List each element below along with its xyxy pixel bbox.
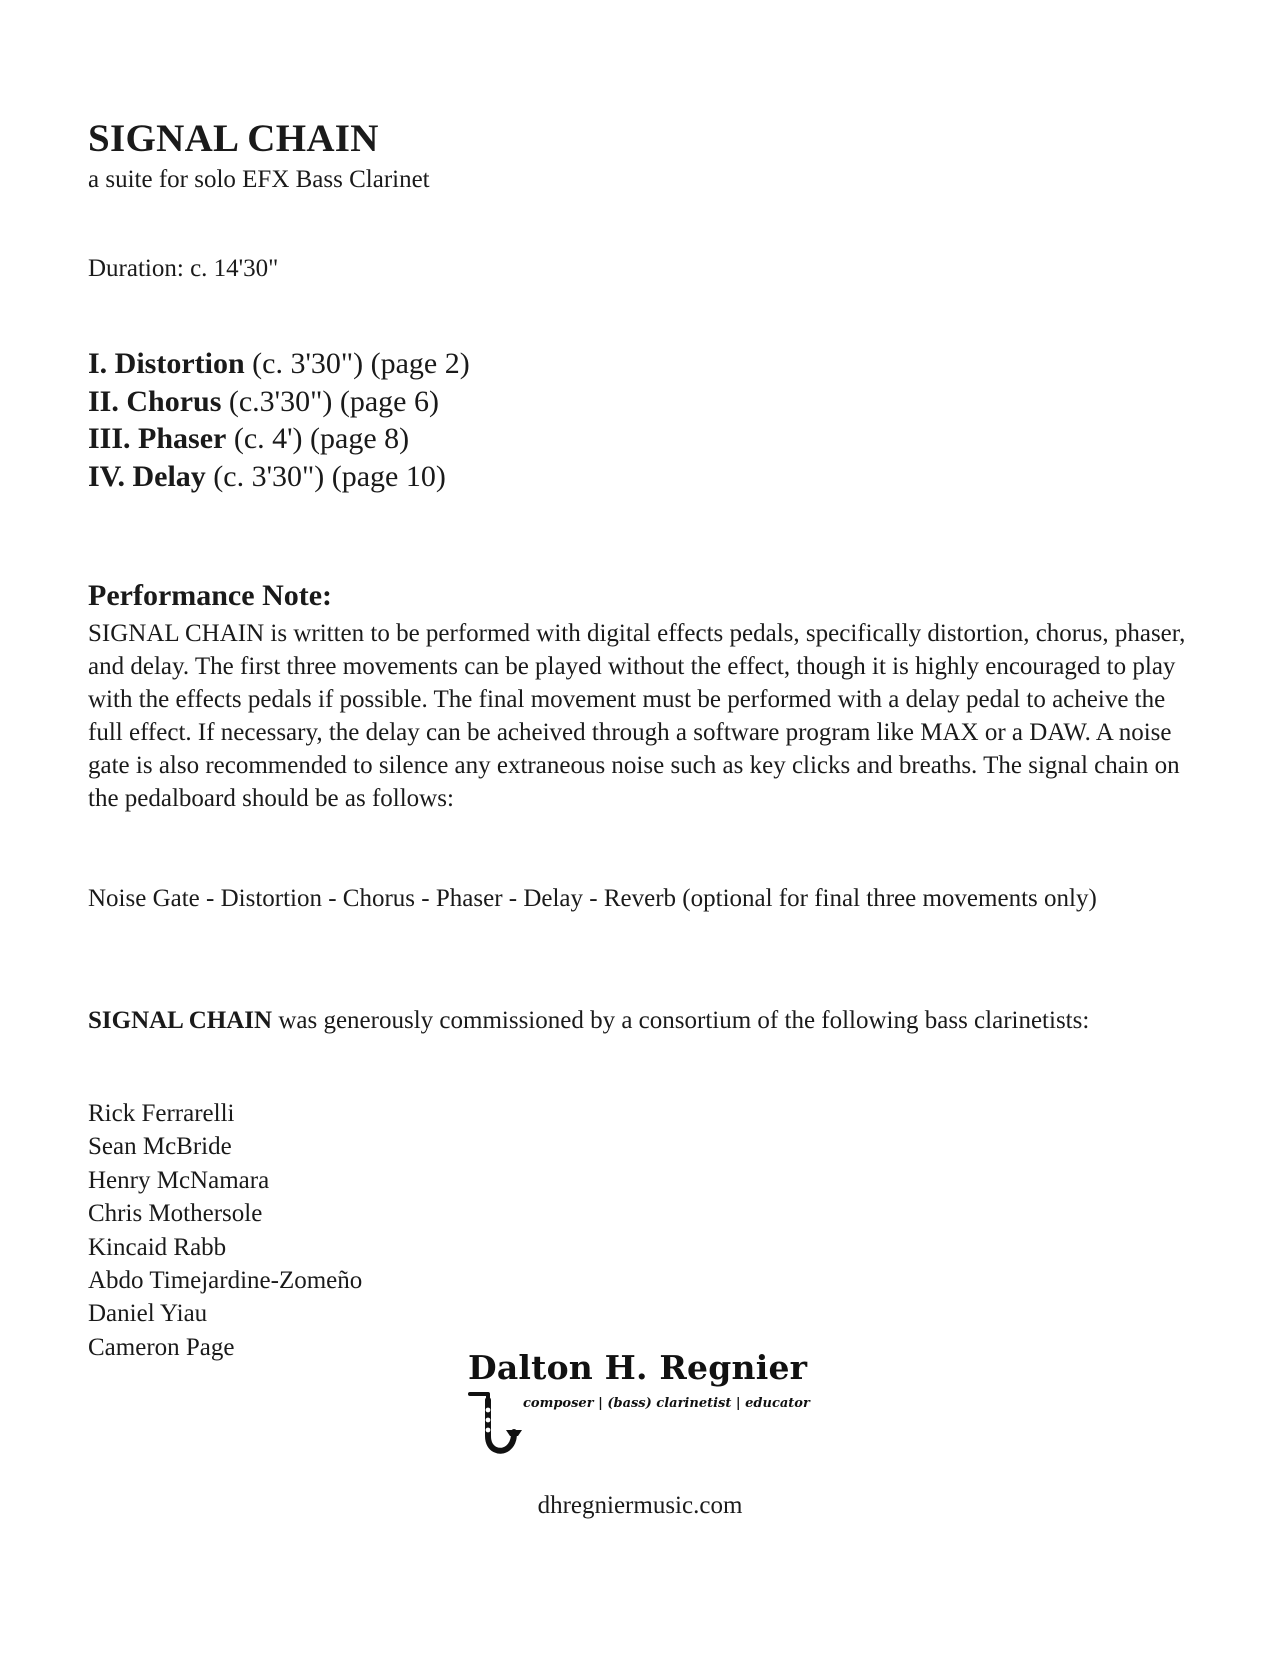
performance-note-body: SIGNAL CHAIN is written to be performed with digital effects pedals, specifically distortion, chorus, phaser, and delay. The first three movements can be played without the effect, though it is highly encouraged to play with the effects pedals if possible. The final movement must be performed with a delay pedal to acheive the full effect. If necessary, the delay can be acheived through a software program like MAX or a DAW. A noise gate is also recommended to silence any extraneous noise such as key clicks and breaths. The signal chain on the pedalboard should be as follows: — [88, 620, 1186, 812]
consortium-member: Chris Mothersole — [88, 1200, 263, 1228]
movement-name: II. Chorus — [88, 384, 222, 418]
movement-details: (c.3'30") (page 6) — [221, 384, 439, 418]
consortium-member: Cameron Page — [88, 1333, 235, 1361]
movement-item — [88, 420, 470, 458]
movement-details: (c. 3'30") (page 10) — [205, 459, 446, 493]
consortium-member: Henry McNamara — [88, 1166, 270, 1194]
movement-details: (c. 3'30") (page 2) — [244, 347, 470, 380]
consortium-member: Daniel Yiau — [88, 1300, 208, 1328]
consortium-list — [88, 1097, 362, 1364]
website-url: dhregniermusic.com — [537, 1492, 743, 1519]
logo-tagline: composer | (bass) clarinetist | educator — [523, 1396, 810, 1411]
work-subtitle: a suite for solo EFX Bass Clarinet — [88, 166, 430, 193]
work-duration: Duration: c. 14'30" — [88, 255, 279, 282]
movement-details: (c. 4') (page 8) — [226, 422, 410, 455]
movement-item — [88, 383, 470, 421]
work-title: SIGNAL CHAIN — [88, 117, 379, 160]
composer-logo — [466, 1348, 826, 1458]
movement-item — [88, 345, 470, 383]
signal-chain-order: Noise Gate - Distortion - Chorus - Phaser - Delay - Reverb (optional for final three movements only) — [88, 885, 1097, 912]
consortium-member: Kincaid Rabb — [88, 1233, 227, 1261]
consortium-member: Rick Ferrarelli — [88, 1100, 235, 1127]
performance-note-heading: Performance Note: — [88, 579, 333, 612]
commission-work-title: SIGNAL CHAIN — [88, 1007, 273, 1034]
movement-item — [88, 458, 470, 496]
commission-text: was generously commissioned by a consortium of the following bass clarinetists: — [272, 1007, 1090, 1034]
logo-composer-name: Dalton H. Regnier — [468, 1348, 808, 1387]
consortium-member: Sean McBride — [88, 1133, 232, 1161]
movement-name: IV. Delay — [88, 459, 206, 493]
saxophone-icon — [466, 1390, 526, 1458]
commission-statement — [88, 1004, 1198, 1037]
movement-list — [88, 345, 470, 495]
consortium-member: Abdo Timejardine-Zomeño — [88, 1267, 363, 1295]
movement-name: I. Distortion — [88, 347, 245, 380]
movement-name: III. Phaser — [88, 422, 227, 455]
